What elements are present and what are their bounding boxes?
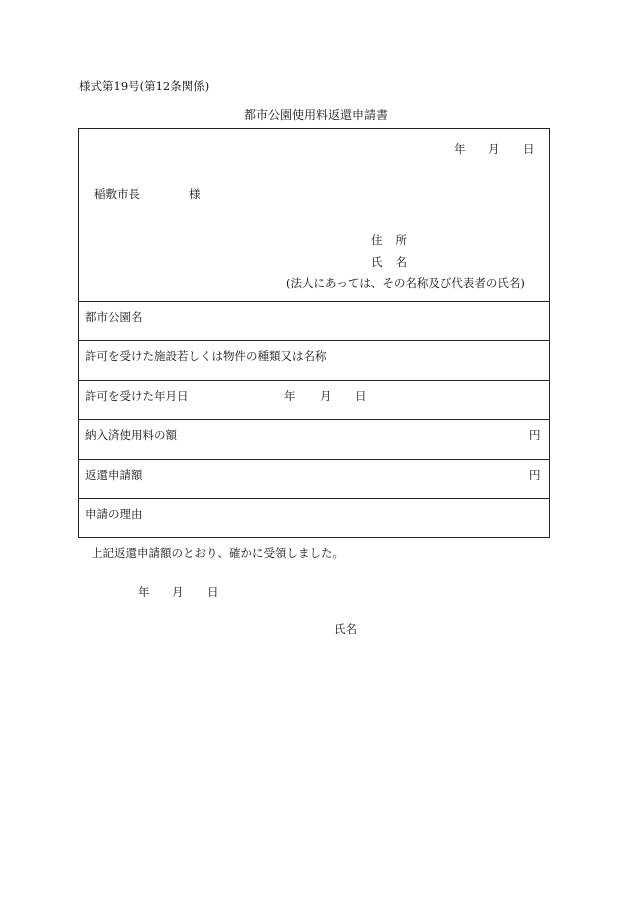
receipt-statement: 上記返還申請額のとおり、確かに受領しました。 [91,546,344,560]
footer-name-label: 氏名 [334,622,357,636]
permit-date-year: 年 [284,389,296,403]
permit-date-label: 許可を受けた年月日 [85,389,189,403]
footer-date-year: 年 [138,585,150,599]
row-divider [79,419,549,420]
corporate-note: (法人にあっては、その名称及び代表者の氏名) [286,276,525,290]
addressee-honorific: 様 [189,187,201,201]
permit-date-day: 日 [355,389,367,403]
paid-fee-unit: 円 [529,428,541,442]
form-number: 様式第19号(第12条関係) [79,79,210,93]
header-date-year: 年 [454,142,466,156]
footer-date-month: 月 [172,585,184,599]
row-divider [79,498,549,499]
reason-label: 申請の理由 [85,507,143,521]
application-form-table [78,128,550,538]
refund-amount-unit: 円 [529,468,541,482]
applicant-address-label: 住所 [371,233,420,247]
row-divider [79,459,549,460]
header-date-day: 日 [523,142,535,156]
addressee: 稲敷市長 [94,187,140,201]
row-divider [79,380,549,381]
applicant-name-label: 氏名 [371,255,420,269]
row-divider [79,340,549,341]
form-title: 都市公園使用料返還申請書 [244,108,389,122]
permit-date-month: 月 [320,389,332,403]
header-date-month: 月 [488,142,500,156]
footer-date-day: 日 [207,585,219,599]
refund-amount-label: 返還申請額 [85,468,143,482]
row-divider [79,301,549,302]
paid-fee-label: 納入済使用料の額 [85,428,177,442]
park-name-label: 都市公園名 [85,310,143,324]
facility-type-label: 許可を受けた施設若しくは物件の種類又は名称 [85,349,327,363]
